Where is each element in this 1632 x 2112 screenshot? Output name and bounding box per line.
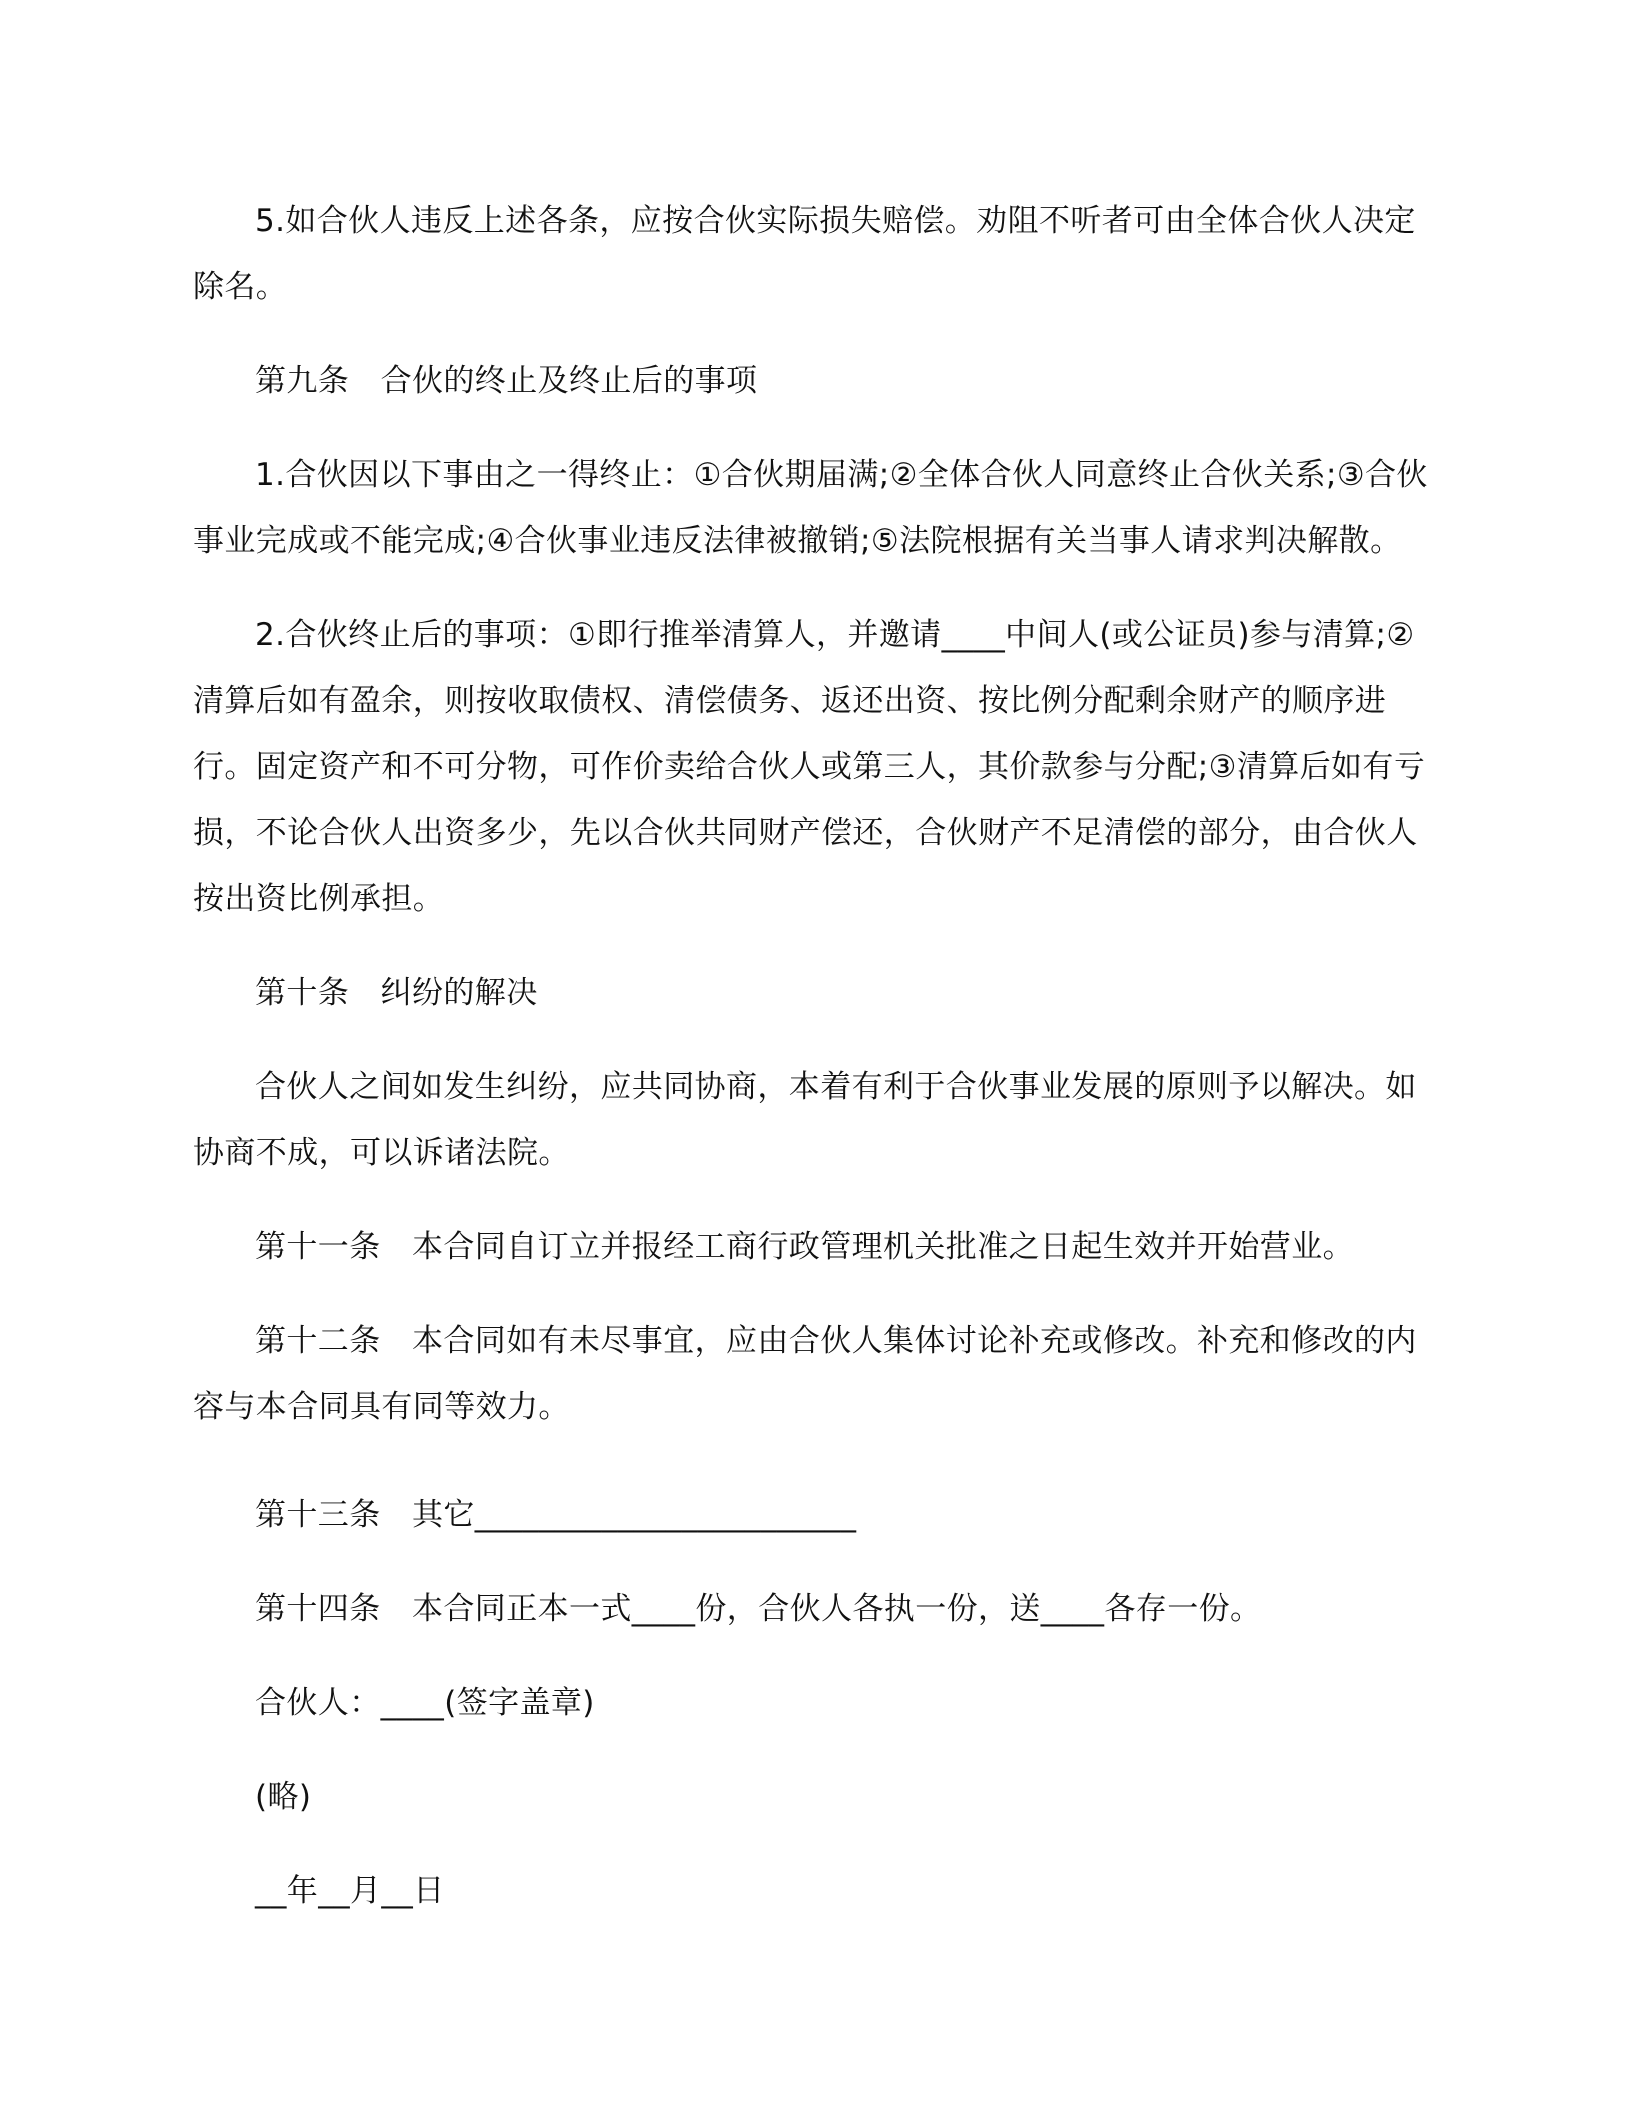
clause-8-item-5: 5.如合伙人违反上述各条，应按合伙实际损失赔偿。劝阻不听者可由全体合伙人决定除名。 — [193, 203, 1416, 305]
article-12: 第十二条 本合同如有未尽事宜，应由合伙人集体讨论补充或修改。补充和修改的内容与本合同具有同等效力。 — [193, 1323, 1417, 1425]
article-10-heading: 第十条 纠纷的解决 — [255, 975, 538, 1011]
date-line: __年__月__日 — [255, 1873, 445, 1909]
article-13: 第十三条 其它________________________ — [255, 1497, 857, 1533]
article-11: 第十一条 本合同自订立并报经工商行政管理机关批准之日起生效并开始营业。 — [255, 1229, 1354, 1265]
document-body — [193, 188, 1443, 1952]
article-14: 第十四条 本合同正本一式____份，合伙人各执一份，送____各存一份。 — [255, 1591, 1262, 1627]
article-9-item-1: 1.合伙因以下事由之一得终止：①合伙期届满;②全体合伙人同意终止合伙关系;③合伙事业完成或不能完成;④合伙事业违反法律被撤销;⑤法院根据有关当事人请求判决解散。 — [193, 457, 1428, 559]
article-10-body: 合伙人之间如发生纠纷，应共同协商，本着有利于合伙事业发展的原则予以解决。如协商不成，可以诉诸法院。 — [193, 1069, 1417, 1171]
article-9-item-2: 2.合伙终止后的事项：①即行推举清算人，并邀请____中间人(或公证员)参与清算;②清算后如有盈余，则按收取债权、清偿债务、返还出资、按比例分配剩余财产的顺序进行。固定资产和不可分物，可作价卖给合伙人或第三人，其价款参与分配;③清算后如有亏损，不论合伙人出资多少，先以合伙共同财产偿还，合伙财产不足清偿的部分，由合伙人按出资比例承担。 — [193, 617, 1426, 917]
partners-signature-line: 合伙人：____(签字盖章) — [255, 1685, 595, 1721]
article-9-heading: 第九条 合伙的终止及终止后的事项 — [255, 363, 758, 399]
omitted-note: (略) — [255, 1779, 312, 1815]
